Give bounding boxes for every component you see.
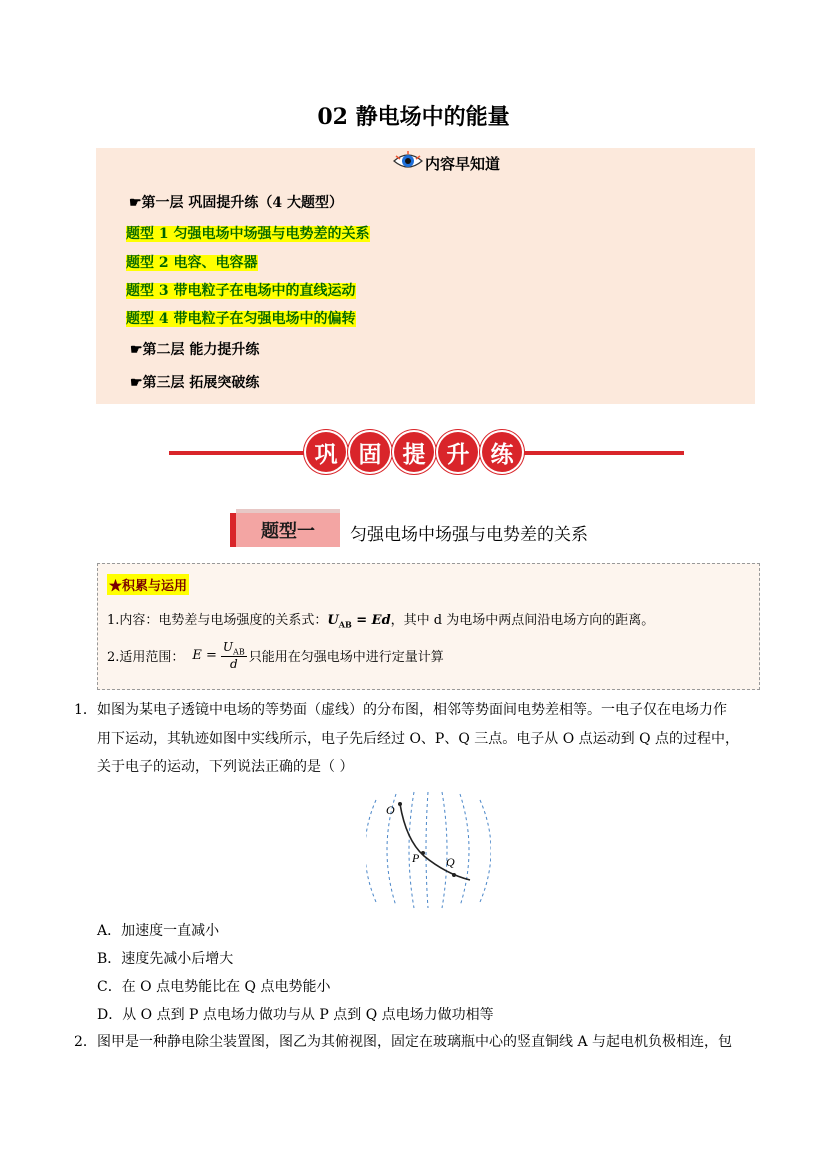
formula-u: U — [327, 613, 339, 628]
accumulate-heading: ★积累与运用 — [107, 574, 189, 595]
layer2-line: ☛第二层 能力提升练 — [130, 342, 260, 358]
overview-box — [96, 148, 755, 404]
layer1-line: ☛第一层 巩固提升练（4 大题型） — [129, 195, 344, 211]
banner-char: 巩 — [306, 432, 346, 472]
q1-line-2: 用下运动，其轨迹如图中实线所示，电子先后经过 O、P、Q 三点。电子从 O 点运动到 Q 点的过程中， — [97, 731, 740, 747]
label-p: P — [412, 851, 420, 865]
banner-char: 升 — [438, 432, 478, 472]
label-o: O — [386, 803, 395, 817]
eye-icon — [393, 151, 423, 175]
q1-option-c[interactable]: C．在 O 点电势能比在 Q 点电势能小 — [97, 979, 331, 995]
section-title: 匀强电场中场强与电势差的关系 — [350, 525, 588, 545]
type-item-1[interactable]: 题型 1 匀强电场中场强与电势差的关系 — [126, 226, 370, 242]
banner-char: 提 — [394, 432, 434, 472]
q1-line-3: 关于电子的运动，下列说法正确的是（ ） — [97, 759, 354, 775]
q2-number: 2． — [74, 1034, 97, 1050]
equipotential-figure — [366, 790, 491, 910]
q1-line-1: 如图为某电子透镜中电场的等势面（虚线）的分布图，相邻等势面间电势差相等。一电子仅在电场力作 — [97, 702, 727, 718]
banner-char: 固 — [350, 432, 390, 472]
type-item-3[interactable]: 题型 3 带电粒子在电场中的直线运动 — [126, 283, 356, 299]
type-item-4[interactable]: 题型 4 带电粒子在匀强电场中的偏转 — [126, 311, 356, 327]
fraction: $U_{AB}$ d — [222, 640, 245, 672]
overview-heading — [393, 151, 500, 175]
banner-char: 练 — [482, 432, 522, 472]
accumulate-line-2: 2.适用范围： E = $U_{AB}$ d 只能用在匀强电场中进行定量计算 — [107, 640, 444, 672]
q1-option-d[interactable]: D．从 O 点到 P 点电场力做功与从 P 点到 Q 点电场力做功相等 — [97, 1007, 494, 1023]
layer3-line: ☛第三层 拓展突破练 — [130, 375, 260, 391]
q2-line-1: 图甲是一种静电除尘装置图，图乙为其俯视图，固定在玻璃瓶中心的竖直铜线 A 与起电机负极相连，包 — [97, 1034, 733, 1050]
type-item-2[interactable]: 题型 2 电容、电容器 — [126, 255, 258, 271]
label-q: Q — [446, 855, 455, 869]
banner — [306, 432, 522, 472]
overview-heading-text: 内容早知道 — [425, 154, 501, 173]
q1-option-b[interactable]: B．速度先减小后增大 — [97, 951, 234, 967]
accumulate-line-1: 1.内容：电势差与电场强度的关系式：$U_{AB} = Ed$，其中 d 为电场中两点间沿电场方向的距离。 — [107, 613, 655, 630]
q1-number: 1． — [74, 702, 97, 718]
section-label: 题型一 — [230, 513, 340, 547]
q1-option-a[interactable]: A．加速度一直减小 — [97, 923, 220, 939]
page-title: 02 静电场中的能量 — [317, 104, 510, 130]
